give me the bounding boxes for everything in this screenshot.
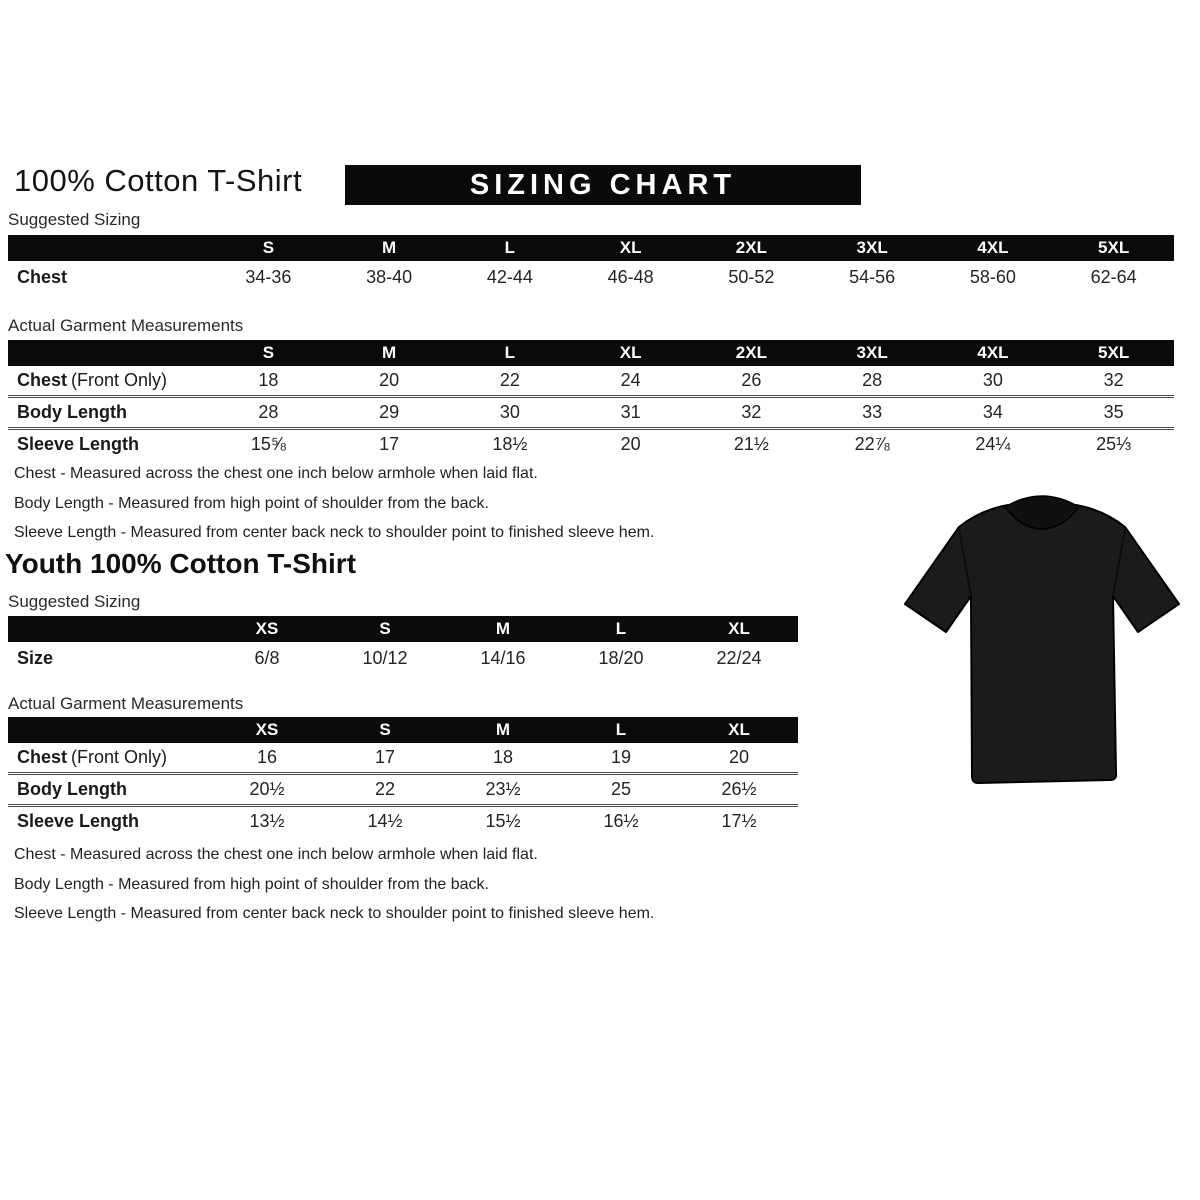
size-column-header: S xyxy=(379,619,391,638)
youth-actual-measurements-label: Actual Garment Measurements xyxy=(8,694,244,713)
measurement-value: 25⅓ xyxy=(1096,434,1132,454)
measurement-value: 26½ xyxy=(721,779,757,799)
row-label: Body Length xyxy=(17,402,127,422)
measurement-value: 32 xyxy=(1103,370,1124,390)
size-column-header: 2XL xyxy=(735,343,767,362)
adult-actual-measurements-label: Actual Garment Measurements xyxy=(8,316,244,335)
measurement-value: 21½ xyxy=(733,434,769,454)
youth-actual-header-row xyxy=(8,717,798,743)
size-column-header: M xyxy=(495,720,511,739)
measurement-value: 30 xyxy=(499,402,520,422)
measurement-value: 22 xyxy=(499,370,520,390)
youth-actual-measurements-table xyxy=(8,717,798,836)
measurement-value: 18 xyxy=(492,747,514,767)
measurement-value: 13½ xyxy=(249,811,285,831)
measurement-value: 22⅞ xyxy=(854,434,890,454)
row-label: Chest xyxy=(17,370,68,390)
measurement-value: 31 xyxy=(620,402,641,422)
size-column-header: XL xyxy=(619,238,642,257)
youth-measurement-notes xyxy=(14,840,654,929)
size-value: 10/12 xyxy=(362,647,408,668)
measurement-value: 26 xyxy=(741,370,762,390)
size-column-header: 3XL xyxy=(856,238,888,257)
measurement-value: 15½ xyxy=(485,811,521,831)
size-column-header: XS xyxy=(255,720,279,739)
measurement-value: 28 xyxy=(862,370,883,390)
size-value: 14/16 xyxy=(480,647,526,668)
youth-suggested-sizing-label: Suggested Sizing xyxy=(8,592,141,611)
size-column-header: XL xyxy=(728,619,750,638)
size-column-header: 3XL xyxy=(856,343,888,362)
chest-value: 46-48 xyxy=(607,266,654,287)
chest-value: 50-52 xyxy=(728,266,775,287)
measurement-value: 33 xyxy=(862,402,883,422)
measurement-value: 25 xyxy=(610,779,632,799)
table-row xyxy=(8,430,1174,459)
measurement-value: 24 xyxy=(620,370,641,390)
table-row xyxy=(8,807,798,836)
size-column-header: L xyxy=(615,619,627,638)
measurement-value: 18 xyxy=(258,370,279,390)
row-label: Body Length xyxy=(17,779,127,799)
size-column-header: S xyxy=(262,343,275,362)
size-column-header: M xyxy=(495,619,511,638)
measurement-value: 17½ xyxy=(721,811,757,831)
size-column-header: XS xyxy=(255,619,279,638)
measurement-value: 23½ xyxy=(485,779,521,799)
row-label: Sleeve Length xyxy=(17,811,140,831)
sizing-chart-banner xyxy=(345,165,861,205)
row-label: Chest xyxy=(17,266,68,287)
page-title: 100% Cotton T-Shirt xyxy=(14,163,303,198)
measurement-value: 32 xyxy=(741,402,762,422)
adult-suggested-sizing-table xyxy=(8,235,1174,293)
measurement-value: 20 xyxy=(379,370,400,390)
size-column-header: L xyxy=(504,343,516,362)
size-column-header: L xyxy=(615,720,627,739)
measurement-value: 20 xyxy=(728,747,750,767)
measurement-value: 20 xyxy=(620,434,641,454)
size-column-header: L xyxy=(504,238,516,257)
youth-suggested-sizing-table xyxy=(8,616,798,674)
row-label-suffix: (Front Only) xyxy=(71,370,168,390)
size-column-header: 5XL xyxy=(1098,343,1130,362)
size-column-header: S xyxy=(379,720,391,739)
chest-value: 54-56 xyxy=(849,266,896,287)
chest-value: 38-40 xyxy=(366,266,413,287)
table-row xyxy=(8,775,798,807)
row-label: Sleeve Length xyxy=(17,434,140,454)
chest-value: 34-36 xyxy=(245,266,292,287)
chest-value: 42-44 xyxy=(486,266,533,287)
size-value: 6/8 xyxy=(254,647,280,668)
youth-suggested-header-row xyxy=(8,616,798,642)
chest-value: 62-64 xyxy=(1090,266,1137,287)
measurement-value: 28 xyxy=(258,402,279,422)
adult-actual-header-row xyxy=(8,340,1174,366)
table-row xyxy=(8,743,798,775)
row-label-suffix: (Front Only) xyxy=(71,747,168,767)
adult-actual-measurements-table xyxy=(8,340,1174,459)
measurement-value: 20½ xyxy=(249,779,285,799)
measurement-value: 34 xyxy=(982,402,1003,422)
measurement-value: 17 xyxy=(379,434,400,454)
note-body-length: Body Length - Measured from high point of shoulder from the back. xyxy=(14,494,489,512)
measurement-value: 18½ xyxy=(492,434,528,454)
sizing-chart-banner-text: SIZING CHART xyxy=(469,168,737,201)
measurement-value: 29 xyxy=(379,402,400,422)
note-chest: Chest - Measured across the chest one inch below armhole when laid flat. xyxy=(14,465,538,482)
size-column-header: S xyxy=(262,238,275,257)
note-chest: Chest - Measured across the chest one inch below armhole when laid flat. xyxy=(14,846,538,863)
note-body-length: Body Length - Measured from high point of shoulder from the back. xyxy=(14,875,489,893)
adult-suggested-sizing-label: Suggested Sizing xyxy=(8,210,141,229)
measurement-value: 22 xyxy=(374,779,396,799)
size-column-header: XL xyxy=(728,720,750,739)
size-column-header: 2XL xyxy=(735,238,767,257)
size-column-header: 4XL xyxy=(977,343,1009,362)
youth-section-title: Youth 100% Cotton T-Shirt xyxy=(5,548,357,579)
size-column-header: 4XL xyxy=(977,238,1009,257)
measurement-value: 15⅝ xyxy=(250,434,286,454)
table-row xyxy=(8,398,1174,430)
measurement-value: 24¼ xyxy=(975,434,1011,454)
size-column-header: XL xyxy=(619,343,642,362)
measurement-value: 16 xyxy=(256,747,278,767)
measurement-value: 14½ xyxy=(367,811,403,831)
table-row xyxy=(8,261,1174,293)
tshirt-body xyxy=(905,505,1179,783)
size-column-header: M xyxy=(382,238,397,257)
measurement-value: 30 xyxy=(982,370,1003,390)
note-sleeve-length: Sleeve Length - Measured from center back neck to shoulder point to finished sleeve hem. xyxy=(14,524,655,541)
note-sleeve-length: Sleeve Length - Measured from center back neck to shoulder point to finished sleeve hem. xyxy=(14,905,655,922)
row-label: Size xyxy=(17,647,54,668)
adult-measurement-notes xyxy=(14,459,654,548)
measurement-value: 35 xyxy=(1103,402,1124,422)
size-column-header: M xyxy=(382,343,397,362)
row-label: Chest xyxy=(17,747,68,767)
table-row xyxy=(8,366,1174,398)
measurement-value: 17 xyxy=(374,747,396,767)
chest-value: 58-60 xyxy=(969,266,1016,287)
measurement-value: 16½ xyxy=(603,811,639,831)
table-row xyxy=(8,642,798,674)
adult-suggested-header-row xyxy=(8,235,1174,261)
tshirt-image xyxy=(892,477,1192,817)
size-column-header: 5XL xyxy=(1098,238,1130,257)
measurement-value: 19 xyxy=(610,747,632,767)
size-value: 18/20 xyxy=(598,647,644,668)
size-value: 22/24 xyxy=(716,647,762,668)
tshirt-graphic xyxy=(892,477,1192,817)
